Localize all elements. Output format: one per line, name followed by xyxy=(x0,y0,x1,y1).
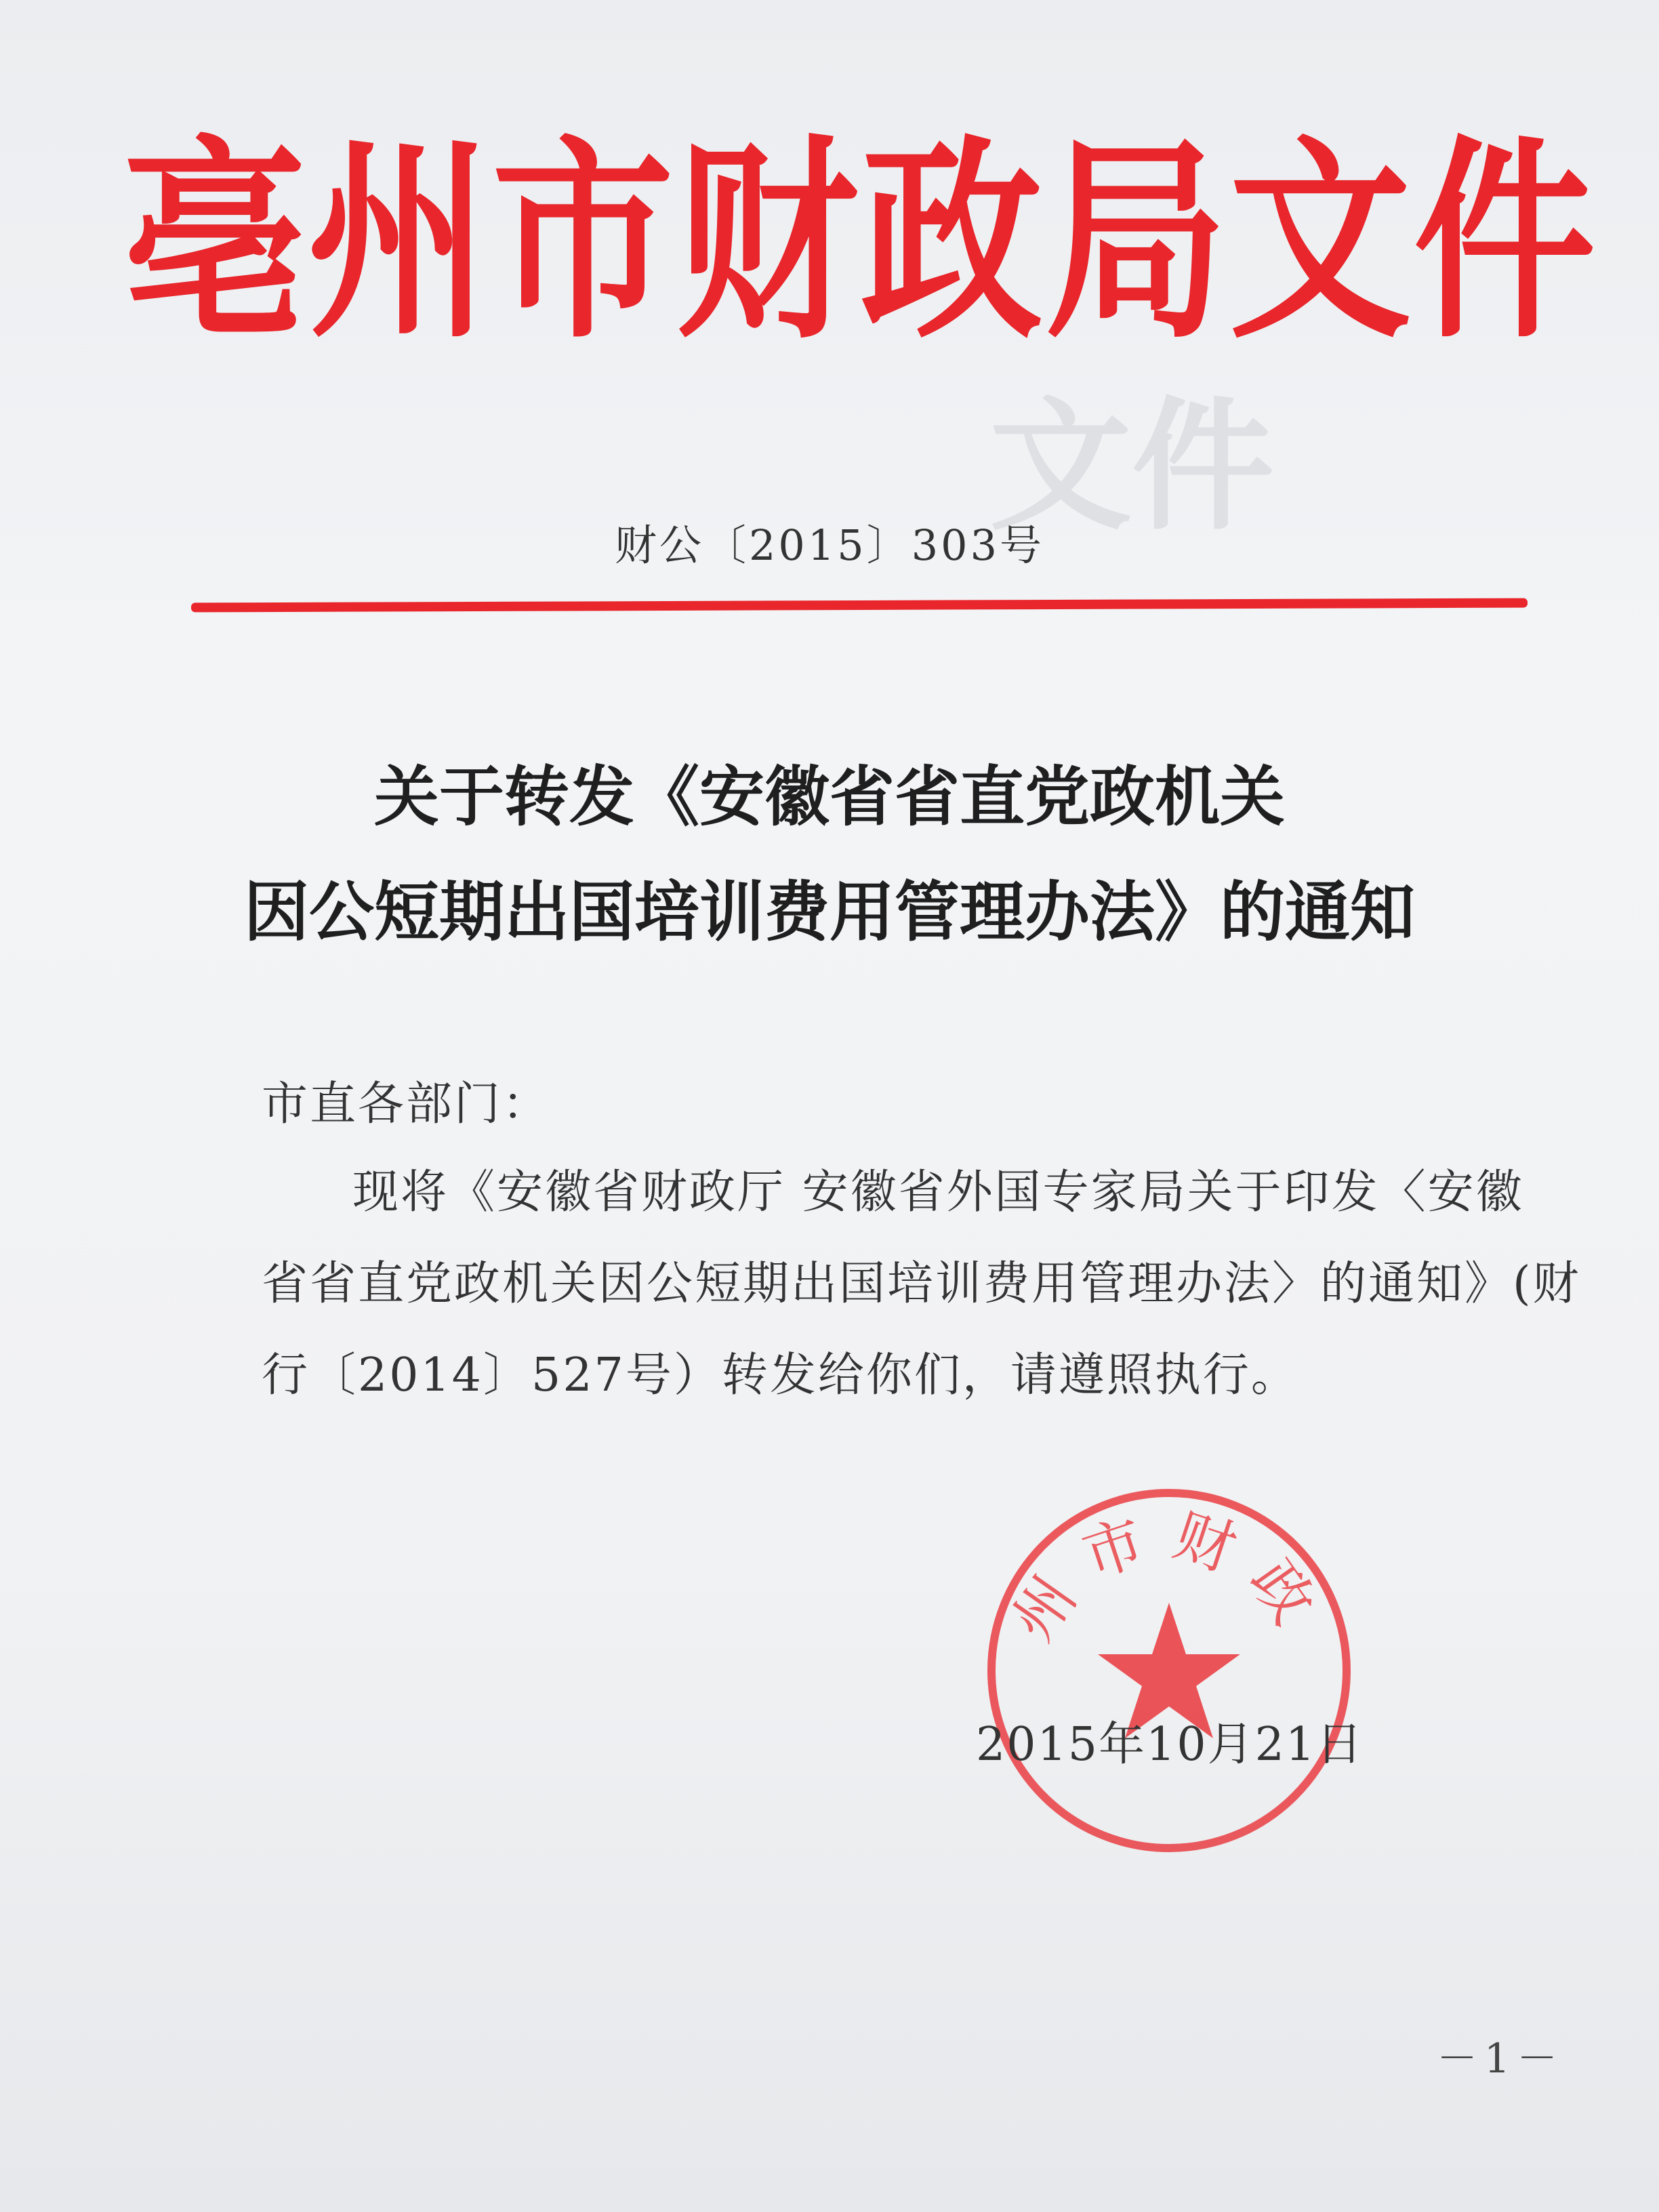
body-paragraph-line-3: 行〔2014〕527号）转发给你们，请遵照执行。 xyxy=(262,1349,1299,1402)
document-header-title: 亳州市财政局文件 xyxy=(123,115,1598,367)
issue-date: 2015年10月21日 xyxy=(976,1718,1364,1771)
official-seal xyxy=(979,1481,1359,1860)
notice-title-line-1: 关于转发《安徽省省直党政机关 xyxy=(374,758,1285,835)
salutation: 市直各部门： xyxy=(262,1078,551,1131)
red-divider-line xyxy=(191,598,1528,613)
page-number: －1－ xyxy=(1437,2035,1565,2083)
bleed-through-text: 文件 xyxy=(989,382,1275,550)
document-number: 财公〔2015〕303号 xyxy=(614,520,1045,570)
body-paragraph-line-1: 现将《安徽省财政厅 安徽省外国专家局关于印发〈安徽 xyxy=(352,1166,1524,1219)
notice-title-line-2: 因公短期出国培训费用管理办法》的通知 xyxy=(244,874,1415,950)
seal-text: 州市财政 xyxy=(998,1499,1340,1653)
svg-text:亳州市财政局 xyxy=(979,1481,1340,1653)
body-paragraph-line-2: 省省直党政机关因公短期出国培训费用管理办法〉的通知》(财 xyxy=(262,1257,1581,1311)
seal-graphic xyxy=(979,1481,1359,1860)
